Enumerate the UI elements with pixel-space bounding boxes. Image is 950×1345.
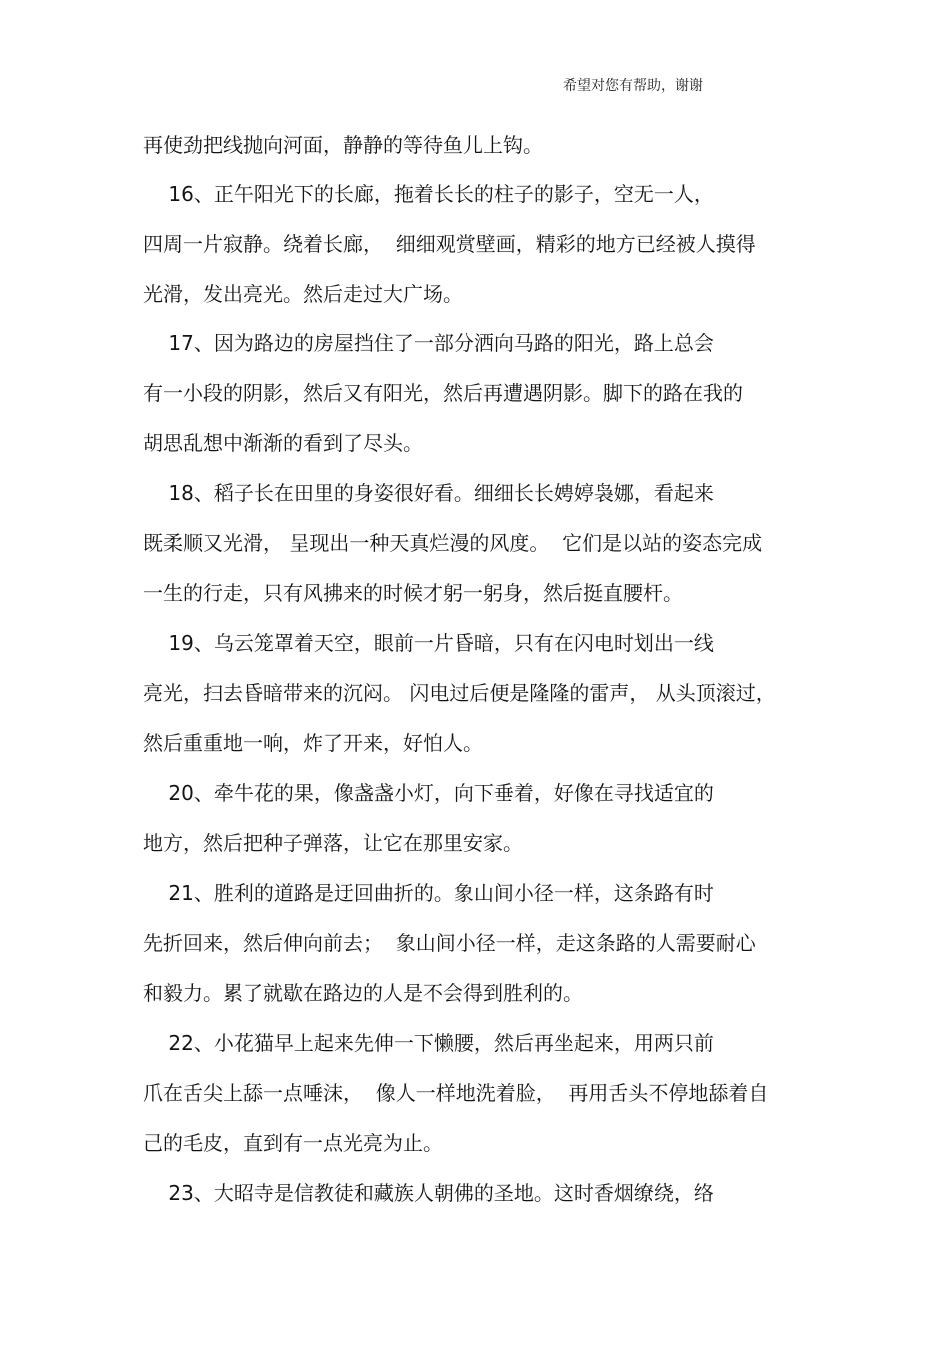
text-line: 23、大昭寺是信教徒和藏族人朝佛的圣地。这时香烟缭绕，络	[143, 1181, 714, 1205]
text-line: 先折回来，然后伸向前去； 象山间小径一样，走这条路的人需要耐心	[143, 931, 756, 955]
text-line: 胡思乱想中渐渐的看到了尽头。	[143, 431, 423, 455]
text-line: 18、稻子长在田里的身姿很好看。细细长长娉婷袅娜，看起来	[143, 481, 714, 505]
text-line: 21、胜利的道路是迂回曲折的。象山间小径一样，这条路有时	[143, 881, 714, 905]
text-line: 一生的行走，只有风拂来的时候才躬一躬身，然后挺直腰杆。	[143, 581, 683, 605]
text-line: 和毅力。累了就歇在路边的人是不会得到胜利的。	[143, 981, 583, 1005]
text-line: 爪在舌尖上舔一点唾沫， 像人一样地洗着脸， 再用舌头不停地舔着自	[143, 1081, 769, 1105]
text-line: 再使劲把线抛向河面，静静的等待鱼儿上钩。	[143, 133, 543, 157]
text-line: 己的毛皮，直到有一点光亮为止。	[143, 1131, 443, 1155]
text-line: 有一小段的阴影，然后又有阳光，然后再遭遇阴影。脚下的路在我的	[143, 381, 743, 405]
text-line: 然后重重地一响，炸了开来，好怕人。	[143, 731, 483, 755]
text-line: 四周一片寂静。绕着长廊， 细细观赏壁画，精彩的地方已经被人摸得	[143, 232, 756, 256]
text-line: 20、牵牛花的果，像盏盏小灯，向下垂着，好像在寻找适宜的	[143, 781, 714, 805]
text-line: 17、因为路边的房屋挡住了一部分洒向马路的阳光，路上总会	[143, 331, 714, 355]
header-note: 希望对您有帮助，谢谢	[563, 78, 703, 94]
text-line: 16、正午阳光下的长廊，拖着长长的柱子的影子，空无一人，	[143, 182, 714, 206]
text-line: 光滑，发出亮光。然后走过大广场。	[143, 282, 463, 306]
text-line: 既柔顺又光滑， 呈现出一种天真烂漫的风度。 它们是以站的姿态完成	[143, 531, 763, 555]
text-line: 19、乌云笼罩着天空，眼前一片昏暗，只有在闪电时划出一线	[143, 631, 714, 655]
text-line: 亮光，扫去昏暗带来的沉闷。 闪电过后便是隆隆的雷声， 从头顶滚过，	[143, 681, 776, 705]
text-line: 地方，然后把种子弹落，让它在那里安家。	[143, 831, 523, 855]
text-line: 22、小花猫早上起来先伸一下懒腰，然后再坐起来，用两只前	[143, 1031, 714, 1055]
